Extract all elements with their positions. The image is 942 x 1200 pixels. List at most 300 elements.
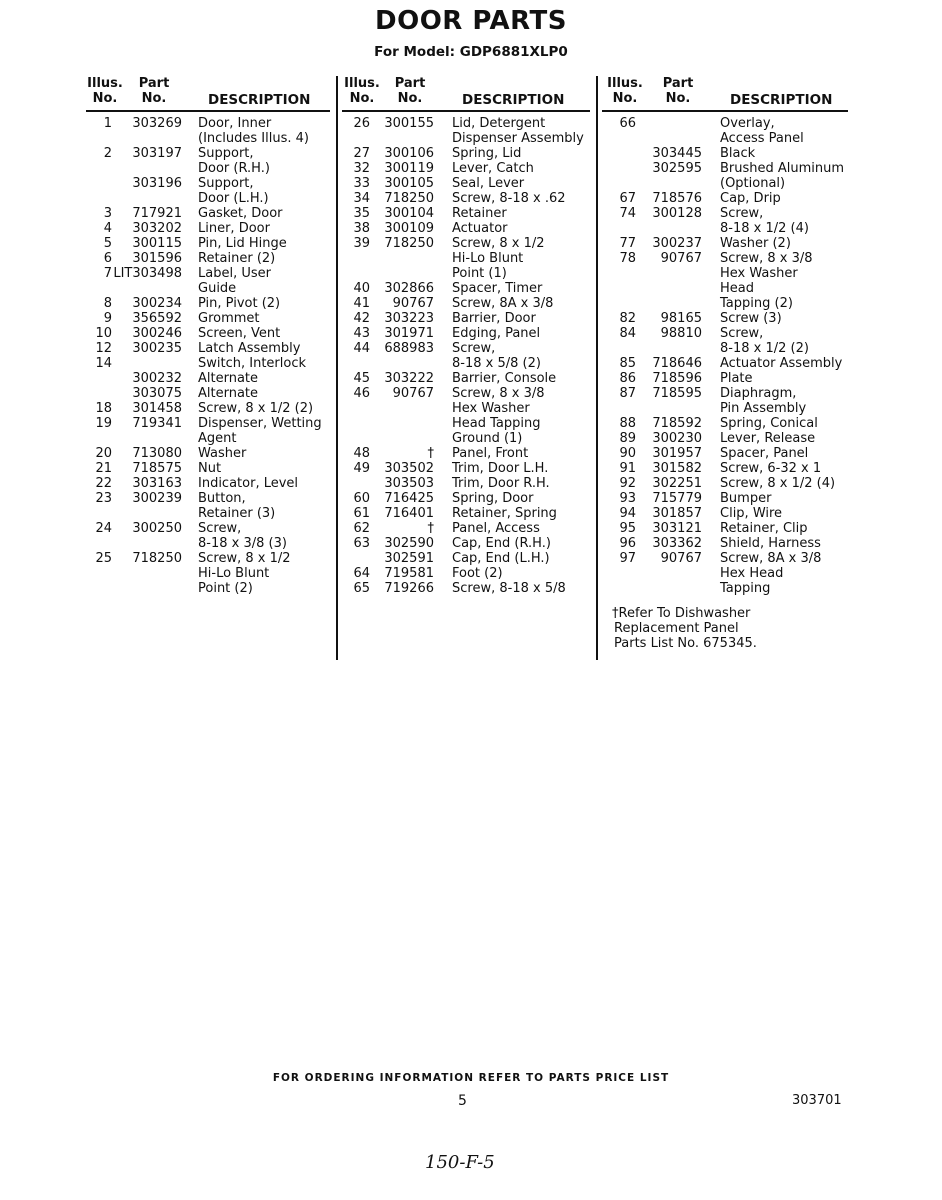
part-description: Screw, 8A x 3/8 [720, 551, 822, 566]
part-description: Bumper [720, 491, 772, 506]
description-header: DESCRIPTION [208, 92, 311, 108]
parts-row [86, 416, 330, 431]
part-number: 300239 [132, 491, 182, 506]
part-description: Screw (3) [720, 311, 782, 326]
part-number: 301957 [652, 446, 702, 461]
parts-row [86, 326, 330, 341]
part-description: Spring, Lid [452, 146, 522, 161]
parts-row [86, 176, 330, 191]
part-number: 302590 [384, 536, 434, 551]
parts-row [602, 506, 848, 521]
illus-number: 67 [619, 191, 636, 206]
part-number: 300232 [132, 371, 182, 386]
part-number: 300104 [384, 206, 434, 221]
illus-number: 77 [619, 236, 636, 251]
part-number: 300105 [384, 176, 434, 191]
parts-row [602, 206, 848, 221]
part-number: 302866 [384, 281, 434, 296]
parts-row [342, 311, 590, 326]
part-number: 300235 [132, 341, 182, 356]
part-description: Barrier, Door [452, 311, 536, 326]
parts-row [602, 296, 848, 311]
part-description: Clip, Wire [720, 506, 783, 521]
illus-number: 96 [619, 536, 636, 551]
parts-row [342, 371, 590, 386]
part-description: Indicator, Level [198, 476, 299, 491]
parts-row [602, 281, 848, 296]
illus-number: 89 [619, 431, 636, 446]
parts-row [602, 401, 848, 416]
parts-row [86, 341, 330, 356]
illus-number: 8 [103, 296, 112, 311]
footnote-line: Replacement Panel [614, 621, 739, 636]
part-description: Pin, Lid Hinge [198, 236, 287, 251]
part-number: 303269 [132, 116, 182, 131]
column-header [342, 76, 590, 112]
parts-row [602, 251, 848, 266]
part-description: Tapping [720, 581, 771, 596]
part-description: Head Tapping [452, 416, 541, 431]
parts-row [342, 341, 590, 356]
illus-header [602, 76, 648, 106]
parts-row [602, 491, 848, 506]
illus-number: 64 [353, 566, 370, 581]
illus-number: 18 [95, 401, 112, 416]
illus-number: 1 [103, 116, 112, 131]
parts-row [602, 146, 848, 161]
parts-row [602, 266, 848, 281]
part-description: Agent [198, 431, 237, 446]
parts-row [86, 191, 330, 206]
part-description: Liner, Door [198, 221, 270, 236]
illus-header-line: No. [612, 91, 638, 106]
illus-number: 6 [103, 251, 112, 266]
parts-row [602, 341, 848, 356]
parts-row [342, 416, 590, 431]
part-description: Retainer, Clip [720, 521, 808, 536]
illus-number: 60 [353, 491, 370, 506]
illus-header-line: Illus. [607, 76, 643, 91]
illus-number: 84 [619, 326, 636, 341]
parts-row [342, 431, 590, 446]
part-description: Door (R.H.) [198, 161, 270, 176]
part-number: 718575 [132, 461, 182, 476]
illus-header-line: No. [349, 91, 375, 106]
illus-number: 26 [353, 116, 370, 131]
part-number: 300230 [652, 431, 702, 446]
parts-row [342, 296, 590, 311]
part-number: 303196 [132, 176, 182, 191]
parts-row [342, 191, 590, 206]
part-number: 300109 [384, 221, 434, 236]
part-number: 303075 [132, 386, 182, 401]
parts-column-2 [342, 76, 590, 596]
part-description: Actuator Assembly [720, 356, 843, 371]
page-title: DOOR PARTS [375, 6, 567, 36]
part-number: 90767 [392, 296, 434, 311]
illus-number: 49 [353, 461, 370, 476]
part-header [390, 76, 430, 106]
parts-row [342, 221, 590, 236]
part-description: Black [720, 146, 756, 161]
part-description: Tapping (2) [720, 296, 793, 311]
part-number: 719266 [384, 581, 434, 596]
part-number: 98810 [660, 326, 702, 341]
illus-number: 38 [353, 221, 370, 236]
parts-row [602, 386, 848, 401]
model-subtitle [0, 44, 942, 60]
model-number: GDP6881XLP0 [459, 44, 568, 60]
illus-number: 20 [95, 446, 112, 461]
illus-header [342, 76, 382, 106]
illus-number: 23 [95, 491, 112, 506]
part-number: 718646 [652, 356, 702, 371]
parts-row [342, 476, 590, 491]
illus-number: 93 [619, 491, 636, 506]
part-description: Seal, Lever [452, 176, 525, 191]
part-description: Spacer, Panel [720, 446, 809, 461]
part-description: Switch, Interlock [198, 356, 306, 371]
part-description: Point (1) [452, 266, 507, 281]
part-description: Washer [198, 446, 247, 461]
part-description: (Includes Illus. 4) [198, 131, 309, 146]
parts-row [342, 116, 590, 131]
illus-header-line: No. [92, 91, 118, 106]
part-number: 688983 [384, 341, 434, 356]
description-header: DESCRIPTION [730, 92, 833, 108]
illus-number: 74 [619, 206, 636, 221]
part-description: Actuator [452, 221, 508, 236]
part-description: Access Panel [720, 131, 804, 146]
part-description: Guide [198, 281, 237, 296]
parts-row [342, 326, 590, 341]
part-description: Lever, Release [720, 431, 816, 446]
parts-row [342, 401, 590, 416]
parts-row [602, 461, 848, 476]
parts-row [86, 206, 330, 221]
part-description: Screw, 8-18 x .62 [452, 191, 566, 206]
illus-number: 86 [619, 371, 636, 386]
parts-row [86, 476, 330, 491]
part-number: 303503 [384, 476, 434, 491]
part-description: Alternate [198, 371, 259, 386]
part-description: Foot (2) [452, 566, 503, 581]
part-description: Hex Head [720, 566, 784, 581]
parts-row [342, 251, 590, 266]
part-number: 716425 [384, 491, 434, 506]
part-description: Screw, [720, 326, 764, 341]
parts-row [342, 446, 590, 461]
part-description: Lid, Detergent [452, 116, 546, 131]
part-description: Hi-Lo Blunt [452, 251, 524, 266]
parts-row [342, 461, 590, 476]
parts-row [86, 431, 330, 446]
parts-row [86, 236, 330, 251]
part-number: 303197 [132, 146, 182, 161]
illus-number: 91 [619, 461, 636, 476]
parts-row [86, 551, 330, 566]
illus-number: 43 [353, 326, 370, 341]
parts-row [342, 131, 590, 146]
part-description: Pin, Pivot (2) [198, 296, 281, 311]
part-description: Gasket, Door [198, 206, 283, 221]
parts-column-1 [86, 76, 330, 596]
part-header-line: Part [662, 76, 694, 91]
parts-row [342, 491, 590, 506]
parts-row [342, 386, 590, 401]
column-header [86, 76, 330, 112]
part-number: † [427, 521, 434, 536]
part-header-line: No. [397, 91, 423, 106]
part-header-line: Part [138, 76, 170, 91]
part-number: 300250 [132, 521, 182, 536]
illus-number: 94 [619, 506, 636, 521]
part-description: Label, User [198, 266, 271, 281]
parts-row [86, 506, 330, 521]
part-description: Trim, Door L.H. [452, 461, 549, 476]
part-description: Screw, 8 x 1/2 (2) [198, 401, 314, 416]
parts-row [602, 446, 848, 461]
illus-number: 2 [103, 146, 112, 161]
parts-row [342, 161, 590, 176]
part-description: 8-18 x 3/8 (3) [198, 536, 287, 551]
column-divider [596, 76, 598, 660]
part-number: 719581 [384, 566, 434, 581]
part-description: Trim, Door R.H. [452, 476, 550, 491]
parts-row [86, 461, 330, 476]
part-number: 90767 [660, 251, 702, 266]
part-description: Screw, 8 x 1/2 [198, 551, 291, 566]
parts-row [342, 581, 590, 596]
part-description: Hex Washer [452, 401, 530, 416]
part-header-line: No. [665, 91, 691, 106]
part-description: Alternate [198, 386, 259, 401]
part-description: Pin Assembly [720, 401, 807, 416]
part-number: 303121 [652, 521, 702, 536]
illus-number: 35 [353, 206, 370, 221]
parts-row [602, 161, 848, 176]
part-description: Support, [198, 146, 254, 161]
part-description: Retainer (3) [198, 506, 276, 521]
part-description: Head [720, 281, 754, 296]
illus-number: 45 [353, 371, 370, 386]
part-number: 302251 [652, 476, 702, 491]
part-header [134, 76, 174, 106]
illus-number: 92 [619, 476, 636, 491]
parts-row [602, 356, 848, 371]
document-number: 303701 [792, 1093, 842, 1108]
part-number: 303222 [384, 371, 434, 386]
parts-row [86, 221, 330, 236]
part-description: Screw, 6-32 x 1 [720, 461, 822, 476]
illus-number: 65 [353, 581, 370, 596]
parts-row [602, 521, 848, 536]
part-description: Plate [720, 371, 753, 386]
part-description: Grommet [198, 311, 260, 326]
part-description: Screw, 8 x 1/2 [452, 236, 545, 251]
parts-row [342, 206, 590, 221]
parts-row [86, 161, 330, 176]
illus-number: 63 [353, 536, 370, 551]
illus-number: 12 [95, 341, 112, 356]
part-description: Edging, Panel [452, 326, 541, 341]
part-number: 719341 [132, 416, 182, 431]
parts-row [602, 581, 848, 596]
part-description: Screen, Vent [198, 326, 281, 341]
part-number: 718250 [384, 191, 434, 206]
parts-row [86, 491, 330, 506]
parts-row [86, 146, 330, 161]
part-description: Retainer, Spring [452, 506, 557, 521]
page-number: 5 [458, 1093, 467, 1109]
parts-row [86, 116, 330, 131]
parts-row [602, 116, 848, 131]
illus-number: 87 [619, 386, 636, 401]
parts-row [342, 551, 590, 566]
illus-number: 33 [353, 176, 370, 191]
part-description: Spring, Conical [720, 416, 818, 431]
parts-row [86, 131, 330, 146]
part-number: 302591 [384, 551, 434, 566]
part-description: Door, Inner [198, 116, 272, 131]
part-description: 8-18 x 1/2 (4) [720, 221, 809, 236]
parts-row [86, 251, 330, 266]
illus-number: 3 [103, 206, 112, 221]
illus-number: 24 [95, 521, 112, 536]
part-number: 90767 [392, 386, 434, 401]
parts-row [602, 326, 848, 341]
illus-number: 19 [95, 416, 112, 431]
parts-row [342, 356, 590, 371]
part-description: Diaphragm, [720, 386, 797, 401]
part-description: Overlay, [720, 116, 775, 131]
part-description: Support, [198, 176, 254, 191]
part-number: 303445 [652, 146, 702, 161]
parts-row [602, 566, 848, 581]
model-label: For Model: [374, 44, 456, 60]
illus-number: 62 [353, 521, 370, 536]
parts-row [86, 401, 330, 416]
parts-row [86, 386, 330, 401]
illus-number: 32 [353, 161, 370, 176]
parts-row [342, 176, 590, 191]
part-description: Cap, End (L.H.) [452, 551, 550, 566]
illus-number: 44 [353, 341, 370, 356]
parts-row [342, 146, 590, 161]
parts-row [602, 221, 848, 236]
part-header-line: No. [141, 91, 167, 106]
part-description: 8-18 x 5/8 (2) [452, 356, 541, 371]
part-number: 718250 [132, 551, 182, 566]
part-number: 300128 [652, 206, 702, 221]
part-number: 300115 [132, 236, 182, 251]
illus-number: 25 [95, 551, 112, 566]
part-number: 718576 [652, 191, 702, 206]
part-number: 303502 [384, 461, 434, 476]
part-description: Screw, 8 x 1/2 (4) [720, 476, 836, 491]
illus-number: 10 [95, 326, 112, 341]
part-description: Cap, End (R.H.) [452, 536, 551, 551]
parts-row [342, 236, 590, 251]
part-number: 718596 [652, 371, 702, 386]
part-number: 301458 [132, 401, 182, 416]
parts-row [342, 506, 590, 521]
part-number: 718250 [384, 236, 434, 251]
part-description: Screw, 8-18 x 5/8 [452, 581, 566, 596]
part-number: 717921 [132, 206, 182, 221]
illus-number: 88 [619, 416, 636, 431]
parts-row [86, 311, 330, 326]
parts-row [342, 521, 590, 536]
illus-number: 95 [619, 521, 636, 536]
part-description: Screw, 8A x 3/8 [452, 296, 554, 311]
part-description: Screw, 8 x 3/8 [452, 386, 545, 401]
part-description: Retainer [452, 206, 507, 221]
part-header [658, 76, 698, 106]
part-number: 716401 [384, 506, 434, 521]
illus-number: 85 [619, 356, 636, 371]
part-description: Hi-Lo Blunt [198, 566, 270, 581]
illus-number: 61 [353, 506, 370, 521]
footnote-line: Parts List No. 675345. [614, 636, 757, 651]
illus-number: 90 [619, 446, 636, 461]
footnote [612, 606, 757, 651]
parts-row [602, 476, 848, 491]
illus-number: 97 [619, 551, 636, 566]
parts-row [602, 431, 848, 446]
part-description: Dispenser, Wetting [198, 416, 322, 431]
parts-row [602, 131, 848, 146]
part-number: 303163 [132, 476, 182, 491]
part-description: Panel, Front [452, 446, 529, 461]
illus-number: 14 [95, 356, 112, 371]
parts-row [86, 536, 330, 551]
illus-number: 27 [353, 146, 370, 161]
part-number: 301596 [132, 251, 182, 266]
part-description: (Optional) [720, 176, 786, 191]
illus-header-line: Illus. [87, 76, 123, 91]
parts-row [86, 521, 330, 536]
part-description: Shield, Harness [720, 536, 821, 551]
footnote-line: †Refer To Dishwasher [612, 606, 751, 621]
illus-number: 41 [353, 296, 370, 311]
parts-row [86, 581, 330, 596]
parts-row [602, 416, 848, 431]
illus-number: 7 [103, 266, 112, 281]
part-number: 303362 [652, 536, 702, 551]
part-description: Ground (1) [452, 431, 523, 446]
part-number: 301857 [652, 506, 702, 521]
parts-row [342, 266, 590, 281]
part-number: 300246 [132, 326, 182, 341]
part-number: 303202 [132, 221, 182, 236]
part-number: 300119 [384, 161, 434, 176]
part-description: 8-18 x 1/2 (2) [720, 341, 809, 356]
parts-row [342, 566, 590, 581]
parts-row [86, 266, 330, 281]
part-description: Hex Washer [720, 266, 798, 281]
parts-row [602, 551, 848, 566]
part-number: 90767 [660, 551, 702, 566]
illus-number: 34 [353, 191, 370, 206]
part-number: † [427, 446, 434, 461]
parts-row [86, 446, 330, 461]
illus-number: 48 [353, 446, 370, 461]
parts-row [86, 371, 330, 386]
part-number: 301971 [384, 326, 434, 341]
parts-row [342, 281, 590, 296]
part-description: Retainer (2) [198, 251, 276, 266]
